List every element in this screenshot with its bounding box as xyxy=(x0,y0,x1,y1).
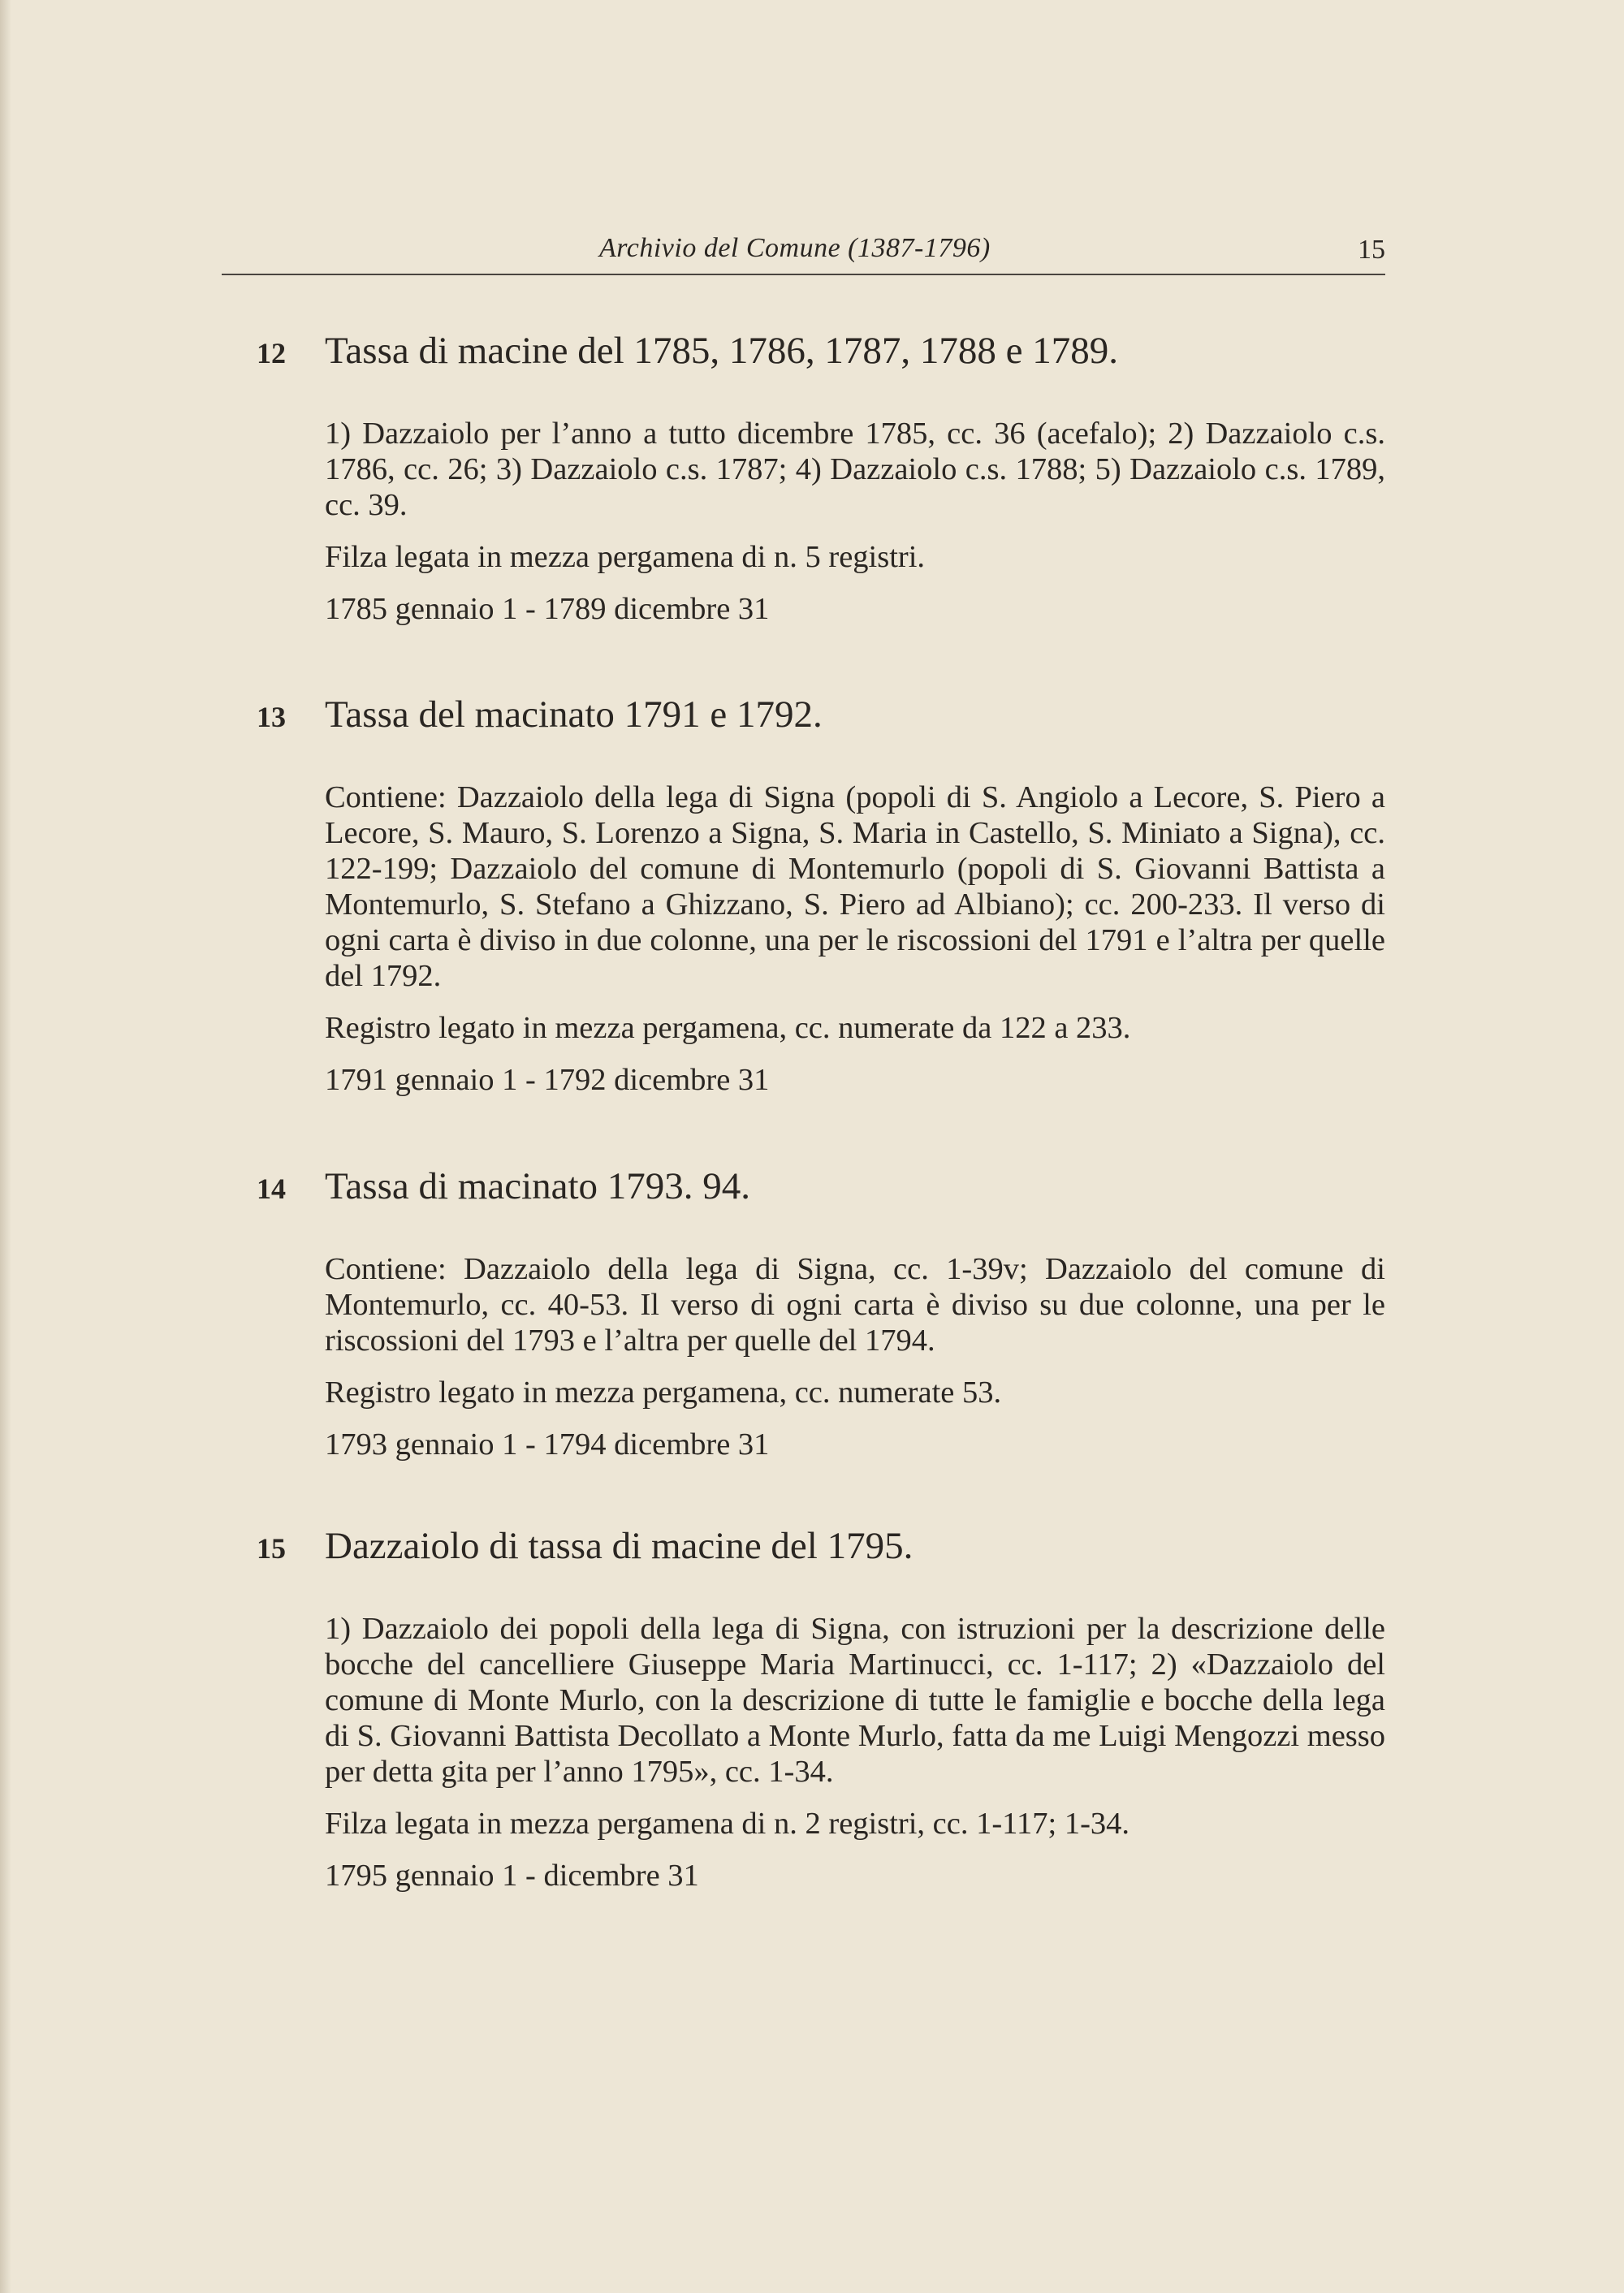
entry-body xyxy=(325,779,1385,1098)
entry-dates: 1785 gennaio 1 - 1789 dicembre 31 xyxy=(325,592,770,626)
running-header-title: Archivio del Comune (1387-1796) xyxy=(599,233,991,263)
entry-description: Contiene: Dazzaiolo della lega di Signa (popoli di S. Angiolo a Lecore, S. Piero a Lecore, S. Mauro, S. Lorenzo a Signa, S. Maria in Castello, S. Miniato a Signa), cc. 122-199; Dazzaiolo del comune di Montemurlo (popoli di S. Giovanni Battista a Montemurlo, S. Stefano a Ghizzano, S. Piero ad Albiano); cc. 200-233. Il verso di ogni carta è diviso in due colonne, una per le riscossioni del 1791 e l’altra per quelle del 1792. xyxy=(325,780,1385,993)
entry-description: Contiene: Dazzaiolo della lega di Signa, cc. 1-39v; Dazzaiolo del comune di Montemurlo, cc. 40-53. Il verso di ogni carta è diviso su due colonne, una per le riscossioni del 1793 e l’altra per quelle del 1794. xyxy=(325,1252,1385,1358)
entry-title: Tassa di macine del 1785, 1786, 1787, 1788 e 1789. xyxy=(325,330,1119,372)
entry-physical-description: Filza legata in mezza pergamena di n. 5 registri. xyxy=(325,540,926,574)
entry-title: Tassa di macinato 1793. 94. xyxy=(325,1165,751,1207)
entry-description: 1) Dazzaiolo per l’anno a tutto dicembre 1785, cc. 36 (acefalo); 2) Dazzaiolo c.s. 1786, cc. 26; 3) Dazzaiolo c.s. 1787; 4) Dazzaiolo c.s. 1788; 5) Dazzaiolo c.s. 1789, cc. 39. xyxy=(325,417,1385,522)
entry-title: Dazzaiolo di tassa di macine del 1795. xyxy=(325,1525,914,1567)
entry-number: 14 xyxy=(257,1172,286,1205)
entry-description: 1) Dazzaiolo dei popoli della lega di Signa, con istruzioni per la descrizione delle bocche del cancelliere Giuseppe Maria Martinucci, cc. 1-117; 2) «Dazzaiolo del comune di Monte Murlo, con la descrizione di tutte le famiglie e bocche della lega di S. Giovanni Battista Decollato a Monte Murlo, fatta da me Luigi Mengozzi messo per detta gita per l’anno 1795», cc. 1-34. xyxy=(325,1612,1385,1789)
page-binding-edge xyxy=(0,0,11,2293)
entry-dates: 1791 gennaio 1 - 1792 dicembre 31 xyxy=(325,1063,770,1097)
entry-physical-description: Registro legato in mezza pergamena, cc. numerate da 122 a 233. xyxy=(325,1011,1131,1045)
entry-number: 12 xyxy=(257,337,286,369)
entry-dates: 1795 gennaio 1 - dicembre 31 xyxy=(325,1859,699,1893)
entry-body xyxy=(325,416,1385,627)
entry-body xyxy=(325,1611,1385,1894)
entry-title: Tassa del macinato 1791 e 1792. xyxy=(325,693,823,736)
entry-physical-description: Filza legata in mezza pergamena di n. 2 registri, cc. 1-117; 1-34. xyxy=(325,1807,1130,1841)
entry-number: 15 xyxy=(257,1532,286,1565)
entry-physical-description: Registro legato in mezza pergamena, cc. numerate 53. xyxy=(325,1375,1002,1410)
entry-number: 13 xyxy=(257,701,286,733)
running-header xyxy=(222,231,1385,275)
page-number: 15 xyxy=(1358,235,1385,265)
entry-body xyxy=(325,1251,1385,1462)
entry-dates: 1793 gennaio 1 - 1794 dicembre 31 xyxy=(325,1427,770,1462)
